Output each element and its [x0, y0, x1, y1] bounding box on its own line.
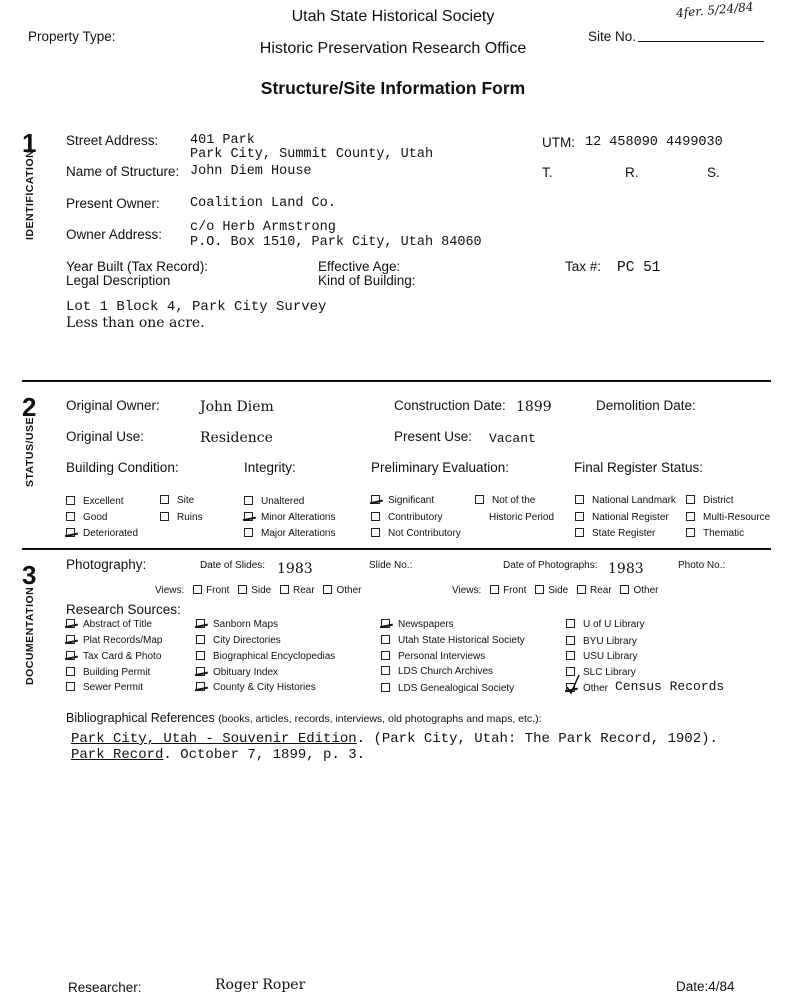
section-3-number: 3 — [22, 560, 37, 590]
handwritten-note: 4fer. 5/24/84 — [675, 0, 754, 21]
source-county-city-histories[interactable]: County & City Histories — [196, 682, 316, 693]
checkbox-contributory[interactable]: Contributory — [371, 512, 442, 523]
effective-age-label: Effective Age: — [318, 259, 401, 274]
integrity-label: Integrity: — [244, 460, 296, 475]
photo-view-other[interactable]: Other — [620, 585, 658, 596]
slide-view-front[interactable]: Front — [193, 585, 229, 596]
section-2-number: 2 — [22, 392, 37, 422]
reference-1 — [71, 731, 718, 747]
checkbox-good[interactable]: Good — [66, 512, 107, 523]
property-type-label: Property Type: — [28, 29, 116, 44]
range-label: R. — [625, 165, 639, 180]
checkbox-ruins[interactable]: Ruins — [160, 512, 203, 523]
bibliographical-references — [66, 711, 542, 725]
original-owner-label: Original Owner: — [66, 398, 160, 413]
original-owner-value: John Diem — [200, 399, 274, 415]
owner-address-line2: P.O. Box 1510, Park City, Utah 84060 — [190, 235, 482, 250]
source-other-value: Census Records — [615, 679, 725, 694]
construction-date-label: Construction Date: — [394, 398, 506, 413]
research-sources-label: Research Sources: — [66, 602, 181, 617]
section-2-label: STATUS/USE — [24, 417, 36, 487]
photo-view-side[interactable]: Side — [535, 585, 568, 596]
source-sewer-permit[interactable]: Sewer Permit — [66, 682, 143, 693]
checkbox-not-of-historic-period[interactable]: Not of the — [475, 495, 535, 506]
photo-views — [452, 585, 658, 596]
source-tax-card[interactable]: Tax Card & Photo — [66, 651, 161, 662]
researcher-label: Researcher: — [68, 980, 142, 995]
structure-name-label: Name of Structure: — [66, 164, 180, 179]
source-newspapers[interactable]: Newspapers — [381, 619, 454, 630]
reference-1-details: . (Park City, Utah: The Park Record, 1902). — [356, 731, 718, 747]
owner-address-label: Owner Address: — [66, 227, 163, 242]
tax-number-value: PC 51 — [617, 260, 661, 276]
street-address-label: Street Address: — [66, 133, 159, 148]
section-divider-2 — [22, 548, 771, 550]
date-of-photographs-value: 1983 — [608, 561, 644, 577]
source-obituary-index[interactable]: Obituary Index — [196, 667, 278, 678]
tax-number-label: Tax #: — [565, 259, 602, 274]
slide-view-rear[interactable]: Rear — [280, 585, 315, 596]
original-use-value: Residence — [200, 430, 273, 446]
photography-label: Photography: — [66, 557, 147, 572]
source-lds-church-archives[interactable]: LDS Church Archives — [381, 666, 493, 677]
date-field — [676, 979, 735, 994]
checkbox-major-alterations[interactable]: Major Alterations — [244, 528, 335, 539]
present-owner-value: Coalition Land Co. — [190, 196, 336, 211]
site-no-line[interactable] — [638, 41, 764, 42]
researcher-value: Roger Roper — [215, 977, 306, 993]
bibliographical-references-note: (books, articles, records, interviews, old photographs and maps, etc.): — [218, 713, 542, 725]
checkbox-unaltered[interactable]: Unaltered — [244, 496, 304, 507]
reference-2 — [71, 747, 365, 763]
present-owner-label: Present Owner: — [66, 196, 160, 211]
source-utah-state-historical-society[interactable]: Utah State Historical Society — [381, 635, 525, 646]
legal-description-label: Legal Description — [66, 273, 171, 288]
utm-label: UTM: — [542, 135, 575, 150]
org-name: Utah State Historical Society — [291, 8, 495, 25]
original-use-label: Original Use: — [66, 429, 145, 444]
building-condition-label: Building Condition: — [66, 460, 179, 475]
photo-no-label: Photo No.: — [678, 560, 726, 571]
source-usu-library[interactable]: USU Library — [566, 651, 637, 662]
form-title: Structure/Site Information Form — [260, 78, 526, 98]
section-3-label: DOCUMENTATION — [24, 586, 36, 685]
source-lds-genealogical-society[interactable]: LDS Genealogical Society — [381, 683, 514, 694]
demolition-date-label: Demolition Date: — [596, 398, 696, 413]
date-label: Date: — [676, 979, 709, 994]
source-plat-records[interactable]: Plat Records/Map — [66, 635, 162, 646]
slide-view-other[interactable]: Other — [323, 585, 361, 596]
source-other[interactable]: Other — [566, 683, 608, 694]
checkbox-national-register[interactable]: National Register — [575, 512, 669, 523]
owner-address-line1: c/o Herb Armstrong — [190, 220, 336, 235]
structure-name-value: John Diem House — [190, 164, 312, 179]
source-sanborn-maps[interactable]: Sanborn Maps — [196, 619, 278, 630]
preliminary-evaluation-label: Preliminary Evaluation: — [371, 460, 510, 475]
not-of-historic-period-line2: Historic Period — [489, 512, 555, 523]
reference-2-details: . October 7, 1899, p. 3. — [163, 747, 366, 763]
source-byu-library[interactable]: BYU Library — [566, 636, 637, 647]
present-use-value: Vacant — [489, 431, 536, 446]
source-building-permit[interactable]: Building Permit — [66, 667, 150, 678]
site-no-label: Site No. — [588, 29, 637, 44]
checkbox-thematic[interactable]: Thematic — [686, 528, 744, 539]
township-label: T. — [542, 165, 553, 180]
street-address-line1: 401 Park — [190, 133, 255, 148]
kind-of-building-label: Kind of Building: — [318, 273, 416, 288]
slide-no-label: Slide No.: — [369, 560, 413, 571]
checkbox-minor-alterations[interactable]: Minor Alterations — [244, 512, 335, 523]
checkbox-significant[interactable]: Significant — [371, 495, 434, 506]
checkbox-national-landmark[interactable]: National Landmark — [575, 495, 676, 506]
checkbox-district[interactable]: District — [686, 495, 734, 506]
slide-view-side[interactable]: Side — [238, 585, 271, 596]
slide-views-label: Views: — [155, 585, 185, 596]
slide-views — [155, 585, 361, 596]
source-u-of-u-library[interactable]: U of U Library — [566, 619, 645, 630]
reference-2-title: Park Record — [71, 747, 164, 763]
source-biographical-encyclopedias[interactable]: Biographical Encyclopedias — [196, 651, 335, 662]
street-address-line2: Park City, Summit County, Utah — [190, 147, 434, 162]
reference-1-title: Park City, Utah - Souvenir Edition — [71, 731, 357, 747]
source-slc-library[interactable]: SLC Library — [566, 667, 636, 678]
checkbox-state-register[interactable]: State Register — [575, 528, 655, 539]
present-use-label: Present Use: — [394, 429, 473, 444]
section-divider-1 — [22, 380, 771, 382]
checkmark-icon — [566, 673, 580, 695]
photo-view-rear[interactable]: Rear — [577, 585, 612, 596]
office-name: Historic Preservation Research Office — [259, 40, 527, 57]
utm-value: 12 458090 4499030 — [585, 135, 723, 150]
section-1-label: IDENTIFICATION — [24, 149, 36, 240]
checkbox-excellent[interactable]: Excellent — [66, 496, 124, 507]
source-city-directories[interactable]: City Directories — [196, 635, 281, 646]
year-built-label: Year Built (Tax Record): — [66, 259, 209, 274]
checkbox-not-contributory[interactable]: Not Contributory — [371, 528, 461, 539]
checkbox-site[interactable]: Site — [160, 495, 194, 506]
final-register-status-label: Final Register Status: — [574, 460, 704, 475]
section-s-label: S. — [707, 165, 720, 180]
legal-description-line1: Lot 1 Block 4, Park City Survey — [66, 299, 327, 315]
photo-views-label: Views: — [452, 585, 482, 596]
source-abstract-of-title[interactable]: Abstract of Title — [66, 619, 152, 630]
date-value: 4/84 — [708, 979, 735, 994]
date-of-slides-value: 1983 — [277, 561, 313, 577]
section-1-number: 1 — [22, 128, 37, 158]
bibliographical-references-label: Bibliographical References — [66, 711, 215, 725]
checkbox-deteriorated[interactable]: Deteriorated — [66, 528, 138, 539]
date-of-photographs-label: Date of Photographs: — [503, 560, 598, 571]
checkbox-multi-resource[interactable]: Multi-Resource — [686, 512, 770, 523]
legal-description-line2: Less than one acre. — [66, 315, 205, 331]
date-of-slides-label: Date of Slides: — [200, 560, 266, 571]
photo-view-front[interactable]: Front — [490, 585, 526, 596]
construction-date-value: 1899 — [516, 399, 552, 415]
source-personal-interviews[interactable]: Personal Interviews — [381, 651, 485, 662]
